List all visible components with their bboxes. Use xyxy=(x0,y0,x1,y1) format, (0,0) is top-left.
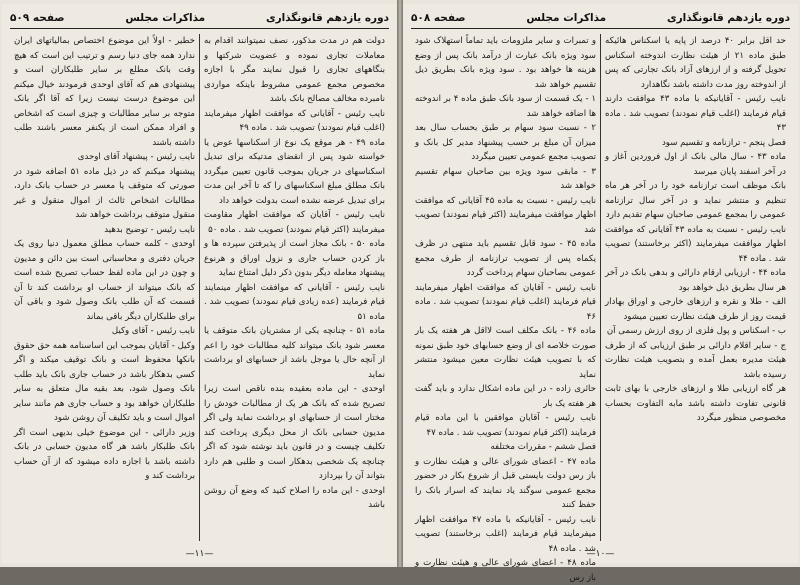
header-page: صفحه ۵۰۸ xyxy=(411,12,466,24)
page-number: —۱۰— xyxy=(586,549,615,559)
paragraph: بانک موظف است ترازنامه خود را در آخر هر ماه تنظیم و منتشر نماید و در آخر سال ترازنامه عمومی را بمجمع عمومی صاحبان سهام تقدیم دارد xyxy=(605,181,786,220)
header-session: دوره یازدهم قانونگذاری xyxy=(265,12,389,24)
page-509 xyxy=(2,4,397,563)
paragraph: ماده ۴۸ - اعضای شورای عالی و هیئت نظارت و باز رس xyxy=(415,558,596,583)
paragraph: نایب رئیس - نسبت به ماده ۴۳ آقایانی که موافقت اظهار موافقت میفرمایند (اکثر برخاستند) تصویب شد . ماده ۴۴ xyxy=(605,224,786,264)
page-508 xyxy=(403,4,798,583)
paragraph: ج - سایر اقلام دارائی بر طبق ارزیابی که از طرف هیئت مدیره بعمل آمده و بتصویب هیئت نظارت رسیده باشد xyxy=(605,340,786,380)
paragraph: نایب رئیس - آقایانیکه با ماده ۴۳ موافقت دارند قیام فرمایند (اغلب قیام نمودند) تصویب شد . ماده ۴۳ xyxy=(605,94,786,133)
paragraph: خطیر - اولاً این موضوع اختصاص بمالیاتهای ایران ندارد همه جای دنیا رسم و ترتیب این است که هیچ وقت بانک مطلع بر سایر طلبکاران است و پیشنهادی هم که آقای اوحدی فرمودند خیال میکنم این موضوع درست نیست زیرا که آقا اگر بانک متوجه بر سایر مطالبات و چیزی است که اشخاص و افراد ممکن است از یکنفر معسر باشند طلب داشته باشند xyxy=(14,36,195,148)
paragraph: نایب رئیس - آقایانی که موافقت اظهار مینمایند قیام فرمایند (عده زیادی قیام نمودند) تصویب شد . ماده ۵۱ xyxy=(204,282,385,322)
paragraph: نایب رئیس - پیشنهاد آقای اوحدی xyxy=(77,152,195,162)
paragraph: ماده ۵۰ - بانک مجاز است از پذیرفتن سپرده ها و باز کردن حساب جاری و نزول اوراق و هرنوع پیشنهاد معامله دیگر بدون ذکر دلیل امتناع نماید xyxy=(204,239,385,278)
paragraph: ماده ۴۷ - اعضای شورای عالی و هیئت نظارت و باز رس دولت بایستی قبل از شروع بکار در حضور مجمع عمومی سوگند یاد نمایند که اسرار بانک را حفظ کنند xyxy=(415,456,596,510)
paragraph: نایب رئیس - آقایان موافقین با این ماده قیام فرمایند (اکثر قیام نمودند) تصویب شد . ماده ۴۷ xyxy=(415,413,596,438)
paragraph: نایب رئیس - آقایانی که موافقت اظهار میفرمایند (اغلب قیام نمودند) تصویب شد . ماده ۴۹ xyxy=(204,108,385,133)
paragraph: ماده ۴۳ - سال مالی بانک از اول فروردین آغاز و در آخر اسفند پایان میرسد xyxy=(605,152,786,177)
page-number: —۱۱— xyxy=(185,549,214,559)
paragraph: حد اقل برابر ۴۰ درصد از پایه یا اسکناس هائیکه طبق ماده ۲۱ از هیئت نظارت اندوخته اسکناس تحویل گرفته و از ارزهای آزاد بانک تجارتی که پس از اندوخته روز مدت داشته باشد نگاهدارد xyxy=(605,36,786,90)
page-header xyxy=(10,8,389,29)
paragraph: ماده ۴۵ - سود قابل تقسیم باید منتهی در ظرف یکماه پس از تصویب ترازنامه از طرف مجمع عمومی بصاحبان سهام پرداخت گردد xyxy=(415,239,596,278)
paragraph: حائری زاده - در این ماده اشکال ندارد و باید گفت هر هفته یک بار xyxy=(415,384,596,409)
paragraph: نایب رئیس - آقایان که موافقت اظهار میفرمایند قیام فرمایند (اغلب قیام نمودند) تصویب شد . ماده ۴۶ xyxy=(415,282,596,322)
header-title: مذاکرات مجلس xyxy=(526,12,607,24)
column-left xyxy=(10,34,200,541)
header-title: مذاکرات مجلس xyxy=(125,12,206,24)
paragraph: ب - اسکناس و پول فلزی از روی ارزش رسمی آن xyxy=(606,326,786,336)
column-right xyxy=(200,34,389,541)
paragraph: نایب رئیس - آقایان که موافقت اظهار مقاومت میفرمایند (اکثر قیام نمودند) تصویب شد . ماده ۵۰ xyxy=(204,210,385,235)
paragraph: ۳ - مابقی سود ویژه بین صاحبان سهام تقسیم خواهد شد xyxy=(415,166,596,191)
paragraph: ۲ - نسبت سود سهام بر طبق بحساب سال بعد میزان آن مبلغ بر حسب پیشنهاد مدیر کل بانک و تصویب مجمع عمومی تعیین میگردد xyxy=(415,123,596,162)
paragraph: نایب رئیس - آقای وکیل xyxy=(111,326,195,336)
paragraph: ماده ۵۱ - چنانچه یکی از مشتریان بانک متوقف یا معسر شود بانک میتواند کلیه مطالبات خود را اعم از آنچه حال یا موجل باشد از حسابهای او برداشت نماید xyxy=(204,326,385,380)
paragraph: اوحدی - کلمه حساب مطلق معمول دنیا روی یک جریان دفتری و محاسباتی است بین دائن و مدیون و چون در این ماده لفظ حساب تصریح شده است که بانک میتواند از حساب او برداشت کند تا آن قسمت که آن طلب بانک وصول شود و باقی آن برای طلبکاران دیگر باقی بماند xyxy=(14,239,195,322)
paragraph: و تمبرات و سایر ملزومات باید تماماً استهلاک شود سود ویژه بانک عبارت از درآمد بانک پس از وضع هزینه ها خواهد بود . سود ویژه بانک بطریق ذیل تقسیم خواهد شد xyxy=(415,36,596,90)
paragraph: دولت هم در مدت مذکور، نصف نمیتوانند اقدام به معاملات تجاری نموده و عضویت شرکتها و بنگاههای تجاری را قبول نمایند مگر با اجازه مخصوص مجمع عمومی مشروط باینکه مواردی نامبرده مخالف مصالح بانک باشد xyxy=(204,36,385,104)
paragraph: اوحدی - این ماده بعقیده بنده ناقص است زیرا تصریح شده که بانک هر یک از مطالبات خودش را مختار است از حسابهای او برداشت نماید ولی اگر مدیون حسابی بانک از محل دیگری پرداخت کند تکلیف چیست و در قانون باید نوشته شود که اگر چنانچه یک شخصی بدهکار است و طلبی هم دارد بتواند آن را بپردازد xyxy=(204,384,385,481)
paragraph: ۱ - یک قسمت از سود بانک طبق ماده ۴ بر اندوخته ها اضافه خواهد شد xyxy=(415,94,596,119)
paragraph: هر گاه ارزیابی طلا و ارزهای خارجی با بهای ثابت قانونی تفاوت داشته باشد مابه التفاوت بحساب مخصوصی منظور میگردد xyxy=(605,384,786,423)
header-session: دوره یازدهم قانونگذاری xyxy=(666,12,790,24)
paragraph: نایب رئیس - آقایانیکه با ماده ۴۷ موافقت اظهار میفرمایند قیام فرمایند (اغلب برخاستند) تصویب شد . ماده ۴۸ xyxy=(415,514,596,554)
paragraph: ماده ۴۴ - ارزیابی ارقام دارائی و بدهی بانک در آخر هر سال بطریق ذیل خواهد بود xyxy=(605,268,786,293)
paragraph: نایب رئیس - نسبت به ماده ۴۵ آقایانی که موافقت اظهار موافقت میفرمایند (اکثر قیام نمودند) تصویب شد xyxy=(415,195,596,235)
paragraph: اوحدی - این ماده را اصلاح کنید که وضع آن روشن باشد xyxy=(204,485,385,510)
paragraph: فصل ششم - مقررات مختلفه xyxy=(490,442,596,452)
paragraph: ماده ۴۶ - بانک مکلف است لااقل هر هفته یک بار صورت خلاصه ای از وضع حسابهای خود طبق نمونه که با تصویب هیئت نظارت معین میشود منتشر نماید xyxy=(415,326,596,380)
paragraph: الف - طلا و نقره و ارزهای خارجی و اوراق بهادار قیمت روز از طرف هیئت نظارت تعیین میشود xyxy=(605,297,786,322)
page-header xyxy=(411,8,790,29)
header-page: صفحه ۵۰۹ xyxy=(10,12,65,24)
paragraph: فصل پنجم - ترازنامه و تقسیم سود xyxy=(661,137,786,148)
paragraph: ماده ۴۹ - هر موقع یک نوع از اسکناسها عوض یا خواسته شود پس از انقضای مدتیکه برای تبدیل اسکناسهای در جریان بموجب قانون تعیین میگردد بانک مطلق مبلغ اسکناسهای را که تا آخر این مدت برای تبدیل عرضه نشده است بدولت خواهد داد xyxy=(204,137,385,206)
text-columns xyxy=(10,34,389,541)
paragraph: وکیل - آقایان بموجب این اساسنامه همه حق حقوق بانکها محفوظ است و بانک توقیف میکند و اگر کسی بدهکار باشد در حساب جاری بانک باید طلب بانک وصول شود، بعد بقیه مال متعلق به سایر طلبکاران خواهد بود و حساب جاری هم مانند سایر اموال است و باید تکلیف آن روشن شود xyxy=(14,340,195,423)
column-right xyxy=(601,34,790,541)
paragraph: پیشنهاد میکنم که در ذیل ماده ۵۱ اضافه شود در صورتی که متوقف یا معسر در حساب بانک دارد، مطالبات اشخاص ثالث از اموال منقول و غیر منقول متوقف برداشت خواهد شد xyxy=(14,166,195,220)
paragraph: وزیر دارائی - این موضوع خیلی بدیهی است اگر بانک طلبکار باشد هر گاه مدیون حسابی در بانک داشته باشد با اجازه داده میشود که از آن حساب برداشت کند و xyxy=(14,427,195,481)
paragraph: نایب رئیس - توضیح بدهید xyxy=(104,224,195,235)
